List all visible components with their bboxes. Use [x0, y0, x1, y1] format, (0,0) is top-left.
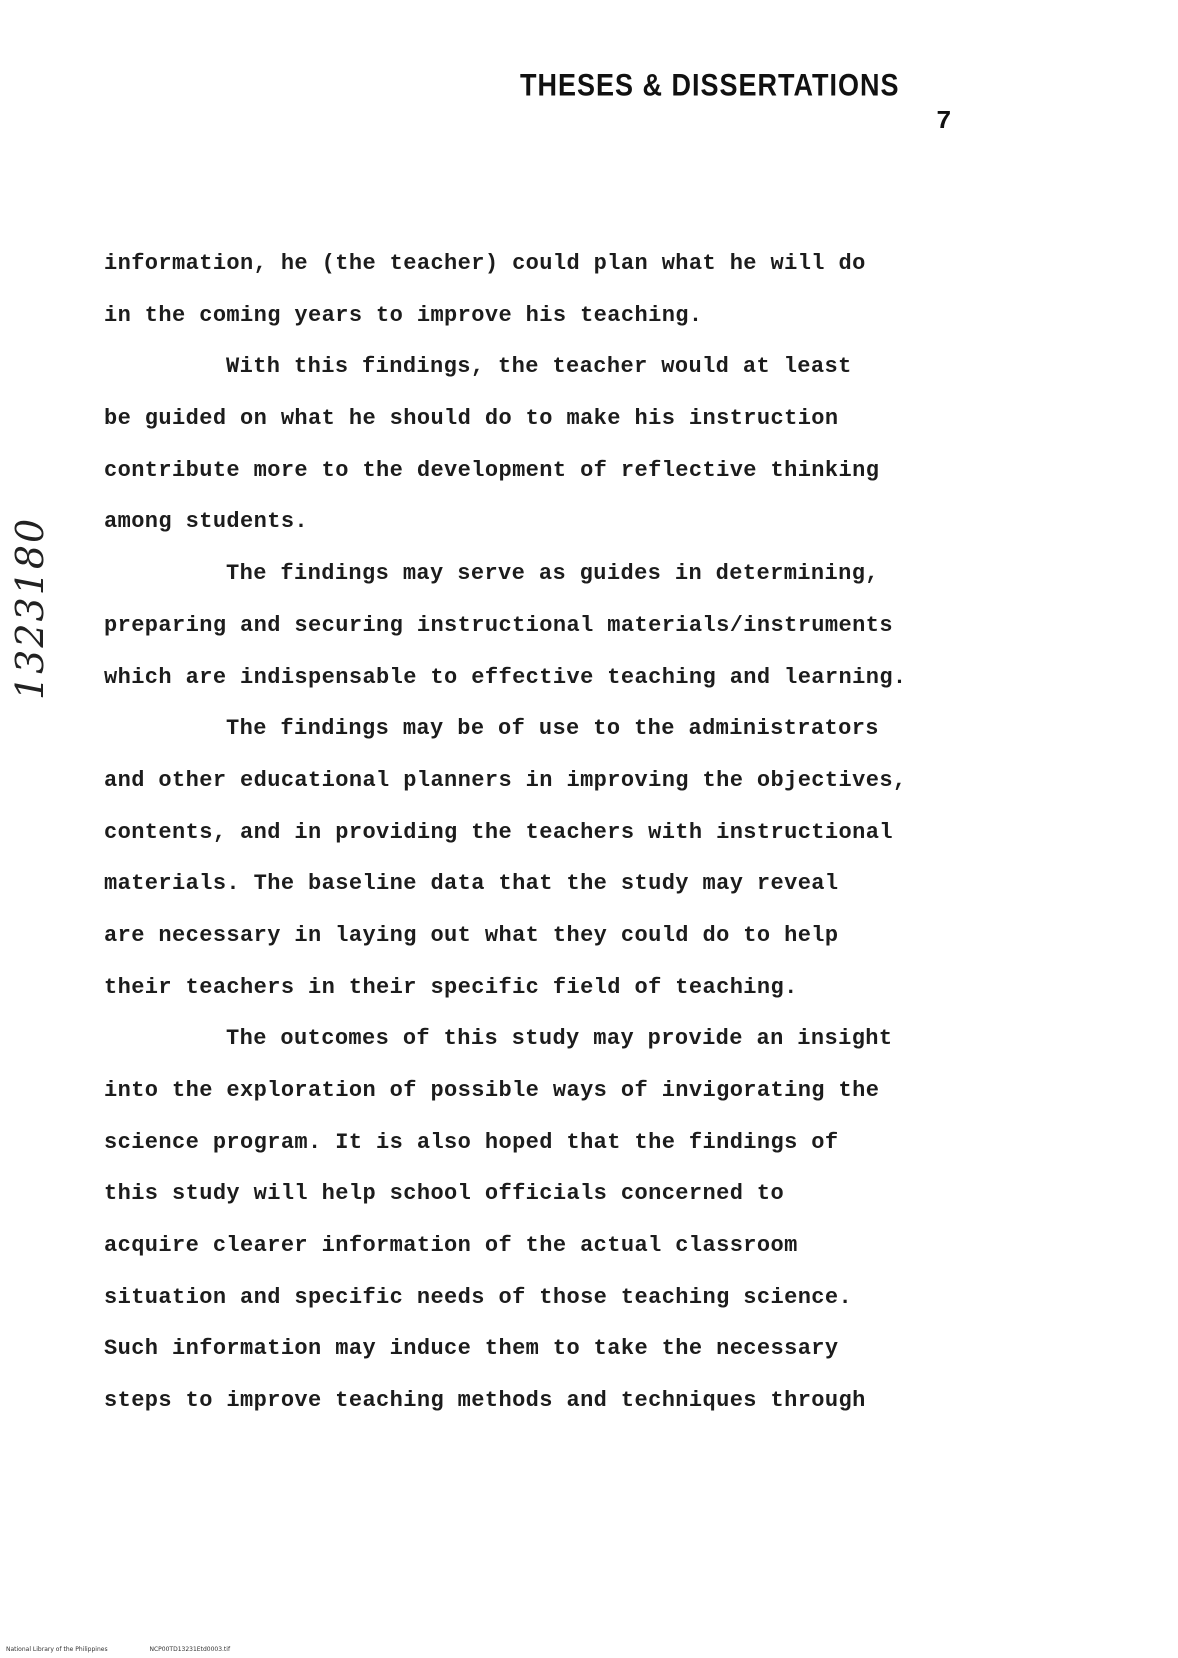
- text-line: contents, and in providing the teachers with instructional: [104, 819, 893, 845]
- text-line: information, he (the teacher) could plan what he will do: [104, 251, 866, 276]
- text-line: their teachers in their specific field of teaching.: [104, 974, 798, 1000]
- text-line: contribute more to the development of reflective thinking: [104, 457, 880, 483]
- text-line: among students.: [104, 509, 309, 535]
- text-line: situation and specific needs of those teaching science.: [104, 1284, 853, 1310]
- page-number: 7: [936, 106, 952, 136]
- scan-footer: [6, 1646, 270, 1653]
- footer-file-id: NCP00TD13231Etd0003.tif: [149, 1646, 231, 1653]
- text-line: materials. The baseline data that the study may reveal: [104, 871, 839, 897]
- text-line: acquire clearer information of the actual classroom: [104, 1233, 798, 1259]
- footer-library: National Library of the Philippines: [6, 1646, 108, 1653]
- text-line: and other educational planners in improving the objectives,: [104, 767, 907, 793]
- text-line: science program. It is also hoped that the findings of: [104, 1129, 839, 1155]
- text-line: into the exploration of possible ways of invigorating the: [104, 1078, 880, 1103]
- text-line: The findings may serve as guides in determining,: [226, 561, 879, 587]
- text-line: Such information may induce them to take the necessary: [104, 1336, 839, 1362]
- text-line: The findings may be of use to the administrators: [226, 716, 879, 742]
- text-line: are necessary in laying out what they could do to help: [104, 922, 839, 948]
- theses-dissertations-stamp: THESES & DISSERTATIONS: [520, 67, 900, 103]
- text-line: The outcomes of this study may provide an insight: [226, 1026, 893, 1052]
- text-line: this study will help school officials concerned to: [104, 1181, 785, 1207]
- body-text: [104, 238, 1034, 1427]
- handwritten-margin-note: 1323180: [8, 516, 52, 700]
- text-line: which are indispensable to effective teaching and learning.: [104, 664, 907, 690]
- text-line: steps to improve teaching methods and techniques through: [104, 1388, 866, 1414]
- text-line: in the coming years to improve his teaching.: [104, 302, 703, 328]
- text-line: preparing and securing instructional materials/instruments: [104, 612, 893, 638]
- text-line: be guided on what he should do to make his instruction: [104, 406, 839, 432]
- text-line: With this findings, the teacher would at least: [226, 354, 852, 380]
